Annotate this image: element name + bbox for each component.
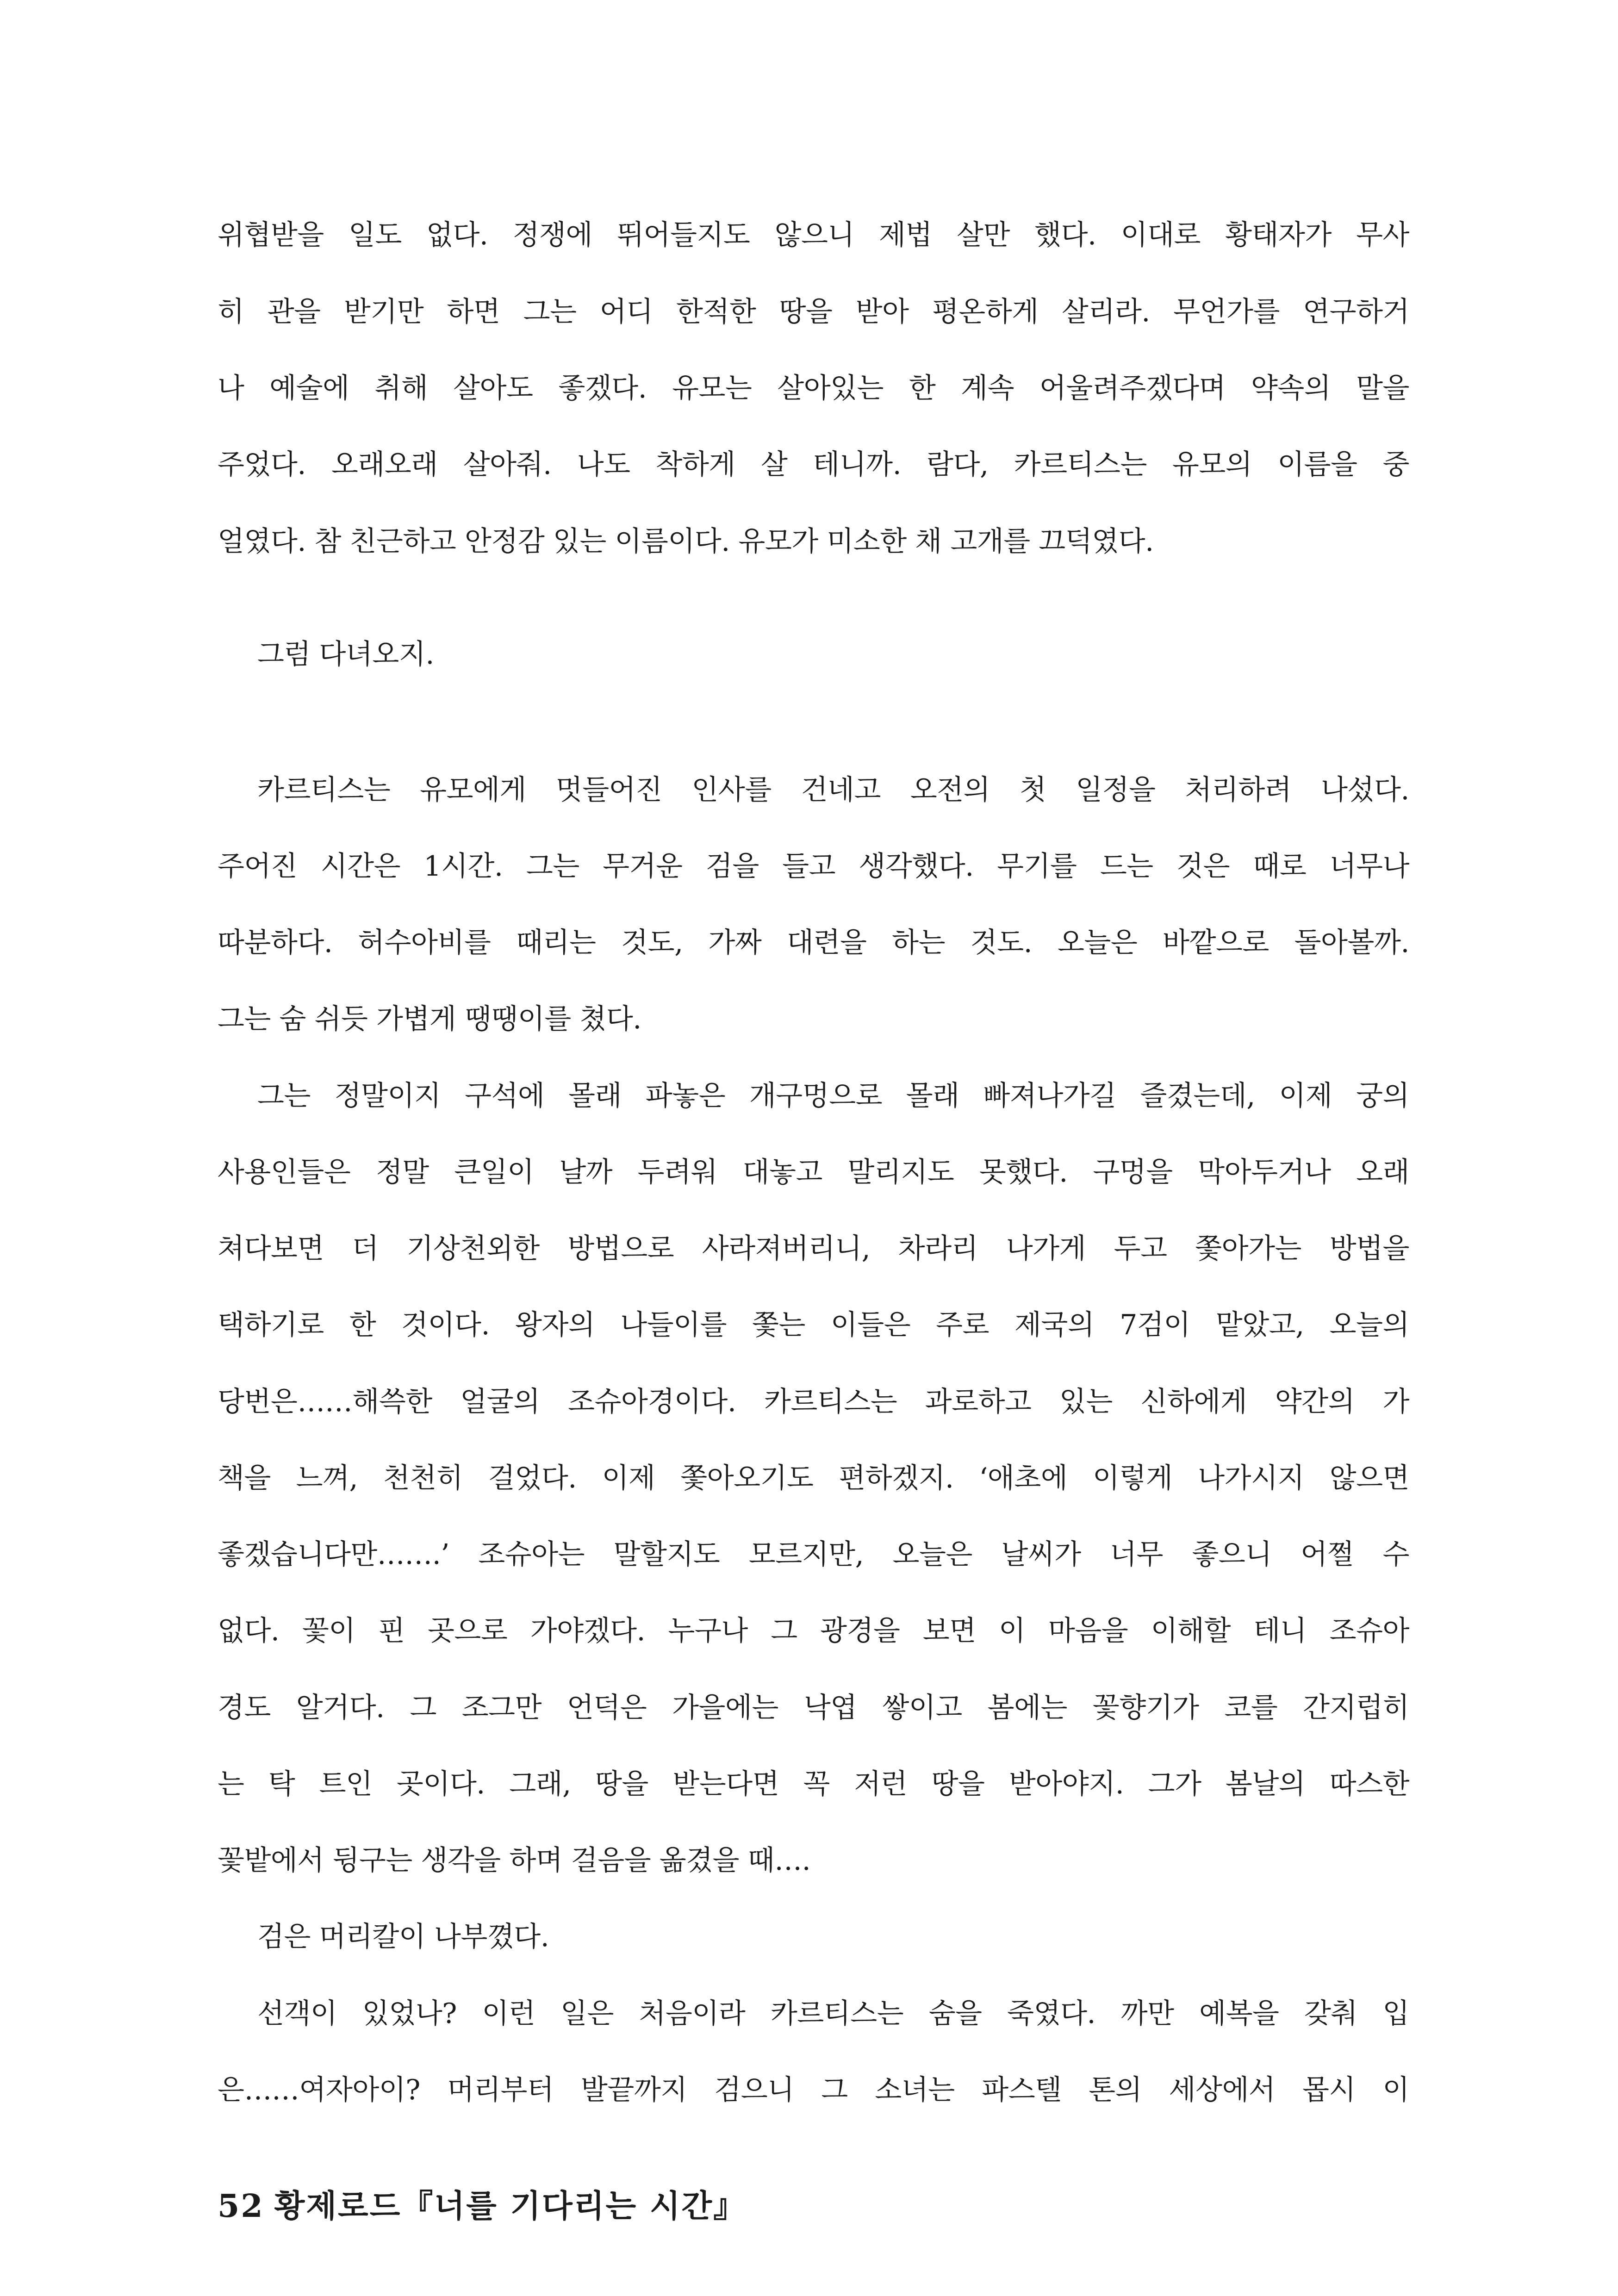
page-footer xyxy=(218,2183,746,2229)
text-line: 그는 숨 쉬듯 가볍게 땡땡이를 쳤다. xyxy=(218,1003,641,1035)
text-line: 경도 알거다. 그 조그만 언덕은 가을에는 낙엽 쌓이고 봄에는 꽃향기가 코를 간지럽히 xyxy=(218,1692,1409,1724)
running-title: 황제로드『너를 기다리는 시간』 xyxy=(274,2188,747,2225)
text-line: 주어진 시간은 1시간. 그는 무거운 검을 들고 생각했다. 무기를 드는 것은 때로 너무나 xyxy=(218,850,1409,883)
text-line: 당번은……해쓱한 얼굴의 조슈아경이다. 카르티스는 과로하고 있는 신하에게 약간의 가 xyxy=(218,1386,1409,1418)
text-line: 선객이 있었나? 이런 일은 처음이라 카르티스는 숨을 죽였다. 까만 예복을 갖춰 입 xyxy=(257,1997,1409,2030)
text-line: 은……여자아이? 머리부터 발끝까지 검으니 그 소녀는 파스텔 톤의 세상에서 몹시 이 xyxy=(218,2074,1409,2106)
text-line: 쳐다보면 더 기상천외한 방법으로 사라져버리니, 차라리 나가게 두고 쫓아가는 방법을 xyxy=(218,1232,1409,1265)
text-line: 주었다. 오래오래 살아줘. 나도 착하게 살 테니까. 람다, 카르티스는 유모의 이름을 중 xyxy=(218,448,1409,481)
text-line: 따분하다. 허수아비를 때리는 것도, 가짜 대련을 하는 것도. 오늘은 바깥으로 돌아볼까. xyxy=(218,927,1409,959)
text-line: 는 탁 트인 곳이다. 그래, 땅을 받는다면 꼭 저런 땅을 받아야지. 그가 봄날의 따스한 xyxy=(218,1768,1409,1800)
text-line: 그럼 다녀오지. xyxy=(257,638,434,671)
text-line: 나 예술에 취해 살아도 좋겠다. 유모는 살아있는 한 계속 어울려주겠다며 약속의 말을 xyxy=(218,372,1409,404)
text-line: 좋겠습니다만…….’ 조슈아는 말할지도 모르지만, 오늘은 날씨가 너무 좋으니 어쩔 수 xyxy=(218,1538,1409,1571)
text-line: 책을 느껴, 천천히 걸었다. 이제 쫓아오기도 편하겠지. ‘애초에 이렇게 나가시지 않으면 xyxy=(218,1462,1409,1494)
text-line: 사용인들은 정말 큰일이 날까 두려워 대놓고 말리지도 못했다. 구멍을 막아두거나 오래 xyxy=(218,1156,1409,1188)
text-line: 그는 정말이지 구석에 몰래 파놓은 개구멍으로 몰래 빠져나가길 즐겼는데, 이제 궁의 xyxy=(257,1080,1409,1112)
text-line: 택하기로 한 것이다. 왕자의 나들이를 쫓는 이들은 주로 제국의 7검이 맡았고, 오늘의 xyxy=(218,1309,1409,1341)
text-line: 얼였다. 참 친근하고 안정감 있는 이름이다. 유모가 미소한 채 고개를 끄덕였다. xyxy=(218,525,1154,558)
text-line: 위협받을 일도 없다. 정쟁에 뛰어들지도 않으니 제법 살만 했다. 이대로 황태자가 무사 xyxy=(218,219,1409,251)
text-line: 없다. 꽃이 핀 곳으로 가야겠다. 누구나 그 광경을 보면 이 마음을 이해할 테니 조슈아 xyxy=(218,1615,1409,1647)
text-line: 카르티스는 유모에게 멋들어진 인사를 건네고 오전의 첫 일정을 처리하려 나섰다. xyxy=(257,774,1409,806)
page-number: 52 xyxy=(218,2188,264,2225)
text-line: 검은 머리칼이 나부꼈다. xyxy=(257,1921,549,1953)
text-line: 히 관을 받기만 하면 그는 어디 한적한 땅을 받아 평온하게 살리라. 무언가를 연구하거 xyxy=(218,296,1409,328)
text-line: 꽃밭에서 뒹구는 생각을 하며 걸음을 옮겼을 때…. xyxy=(218,1844,811,1877)
